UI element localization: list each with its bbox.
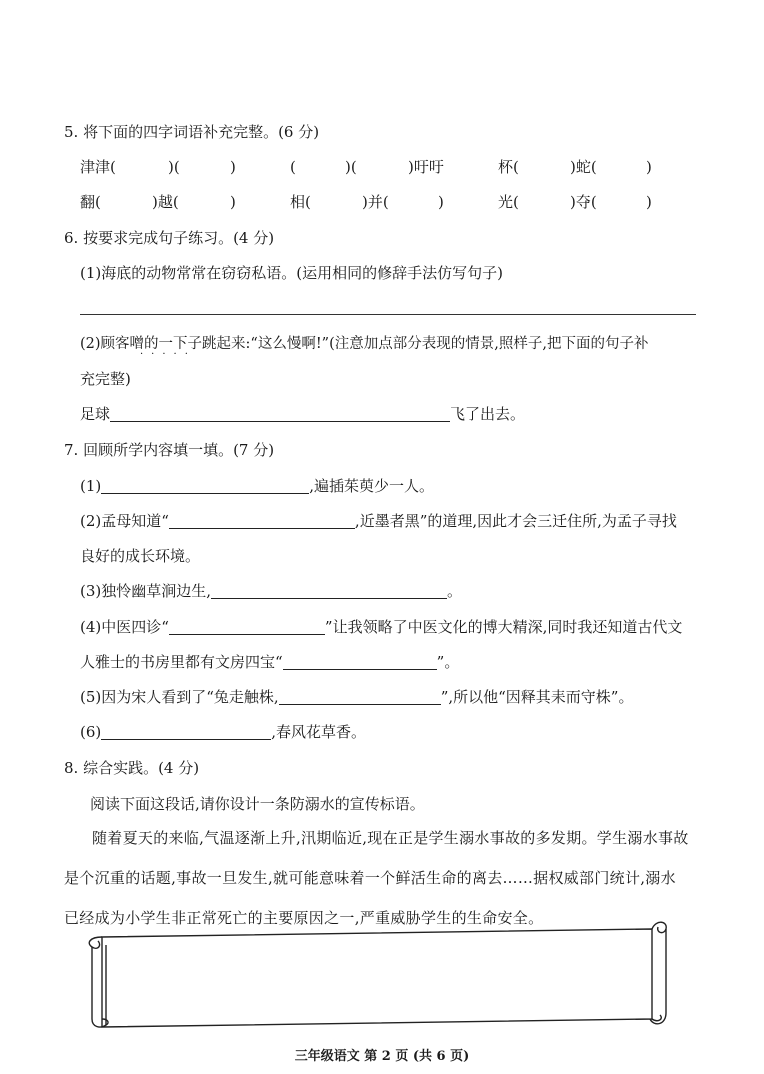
q5-r1-c7: 杯( bbox=[498, 158, 519, 176]
q7-item2 bbox=[80, 511, 677, 531]
q7-i2-blank[interactable] bbox=[169, 512, 355, 529]
q7-item3 bbox=[80, 581, 462, 601]
q7-i4-line2-blank[interactable] bbox=[283, 653, 437, 670]
q7-item4 bbox=[80, 617, 682, 637]
q5-r2-c1: 翻( bbox=[80, 193, 101, 211]
q5-title: 5. 将下面的四字词语补充完整。(6 分) bbox=[64, 123, 320, 141]
q5-r1-c8: )蛇( bbox=[570, 158, 597, 176]
q7-i4-line2-pre: 人雅士的书房里都有文房四宝“ bbox=[80, 653, 283, 671]
q6-answer-line-1[interactable] bbox=[80, 314, 696, 315]
q5-r2-c2: )越( bbox=[152, 193, 179, 211]
q8-passage-line1: 随着夏天的来临,气温逐渐上升,汛期临近,现在正是学生溺水事故的多发期。学生溺水事故 bbox=[92, 829, 689, 847]
q6-fill-blank[interactable] bbox=[110, 405, 450, 422]
q8-passage-line3: 已经成为小学生非正常死亡的主要原因之一,严重威胁学生的生命安全。 bbox=[64, 909, 544, 927]
q8-passage-line2: 是个沉重的话题,事故一旦发生,就可能意味着一个鲜活生命的离去……据权威部门统计,溺水 bbox=[64, 869, 676, 887]
q5-r2-c6: ) bbox=[438, 193, 444, 211]
q7-i4-blank[interactable] bbox=[169, 618, 325, 635]
q7-i5-post: ”,所以他“因释其耒而守株”。 bbox=[440, 688, 634, 706]
q7-i4-line2-post: ”。 bbox=[436, 653, 460, 671]
q7-i3-blank[interactable] bbox=[211, 582, 447, 599]
q7-item4-line2 bbox=[80, 652, 459, 672]
q5-r2-c3: ) bbox=[230, 193, 236, 211]
q6-item2-line2: 充完整) bbox=[80, 370, 131, 388]
q7-i6-pre: (6) bbox=[80, 723, 102, 741]
q7-i3-pre: (3)独怜幽草涧边生, bbox=[80, 582, 212, 600]
q5-r2-c7: 光( bbox=[498, 193, 519, 211]
q7-i2-pre: (2)孟母知道“ bbox=[80, 512, 169, 530]
q5-r1-c4: ( bbox=[290, 158, 296, 176]
q7-i5-blank[interactable] bbox=[279, 688, 441, 705]
q8-instruction: 阅读下面这段话,请你设计一条防溺水的宣传标语。 bbox=[90, 795, 425, 813]
q5-r2-c5: )并( bbox=[362, 193, 389, 211]
q7-item5 bbox=[80, 687, 633, 707]
q5-r1-c9: ) bbox=[646, 158, 652, 176]
page-footer: 三年级语文 第 2 页 (共 6 页) bbox=[294, 1049, 470, 1064]
q7-i3-post: 。 bbox=[447, 582, 463, 600]
q5-r1-c6: )吁吁 bbox=[408, 158, 444, 176]
q7-item6 bbox=[80, 722, 366, 742]
q7-item2-line2: 良好的成长环境。 bbox=[80, 547, 201, 565]
q7-i1-pre: (1) bbox=[80, 477, 102, 495]
q7-i4-pre: (4)中医四诊“ bbox=[80, 618, 169, 636]
q7-i2-post: ,近墨者黑”的道理,因此才会三迁住所,为孟子寻找 bbox=[354, 512, 677, 530]
q7-i6-blank[interactable] bbox=[101, 723, 271, 740]
slogan-scroll-box[interactable] bbox=[84, 915, 674, 1031]
q5-r1-c3: ) bbox=[230, 158, 236, 176]
q6-fill-post: 飞了出去。 bbox=[450, 405, 526, 423]
q5-r2-c4: 相( bbox=[290, 193, 311, 211]
q7-i6-post: ,春风花草香。 bbox=[271, 723, 367, 741]
q6-item1: (1)海底的动物常常在窃窃私语。(运用相同的修辞手法仿写句子) bbox=[80, 264, 503, 282]
q7-i4-post: ”让我领略了中医文化的博大精深,同时我还知道古代文 bbox=[324, 618, 683, 636]
q6-title: 6. 按要求完成句子练习。(4 分) bbox=[64, 229, 275, 247]
q6-emphasis-dots: ····· bbox=[140, 349, 196, 360]
q6-fill-sentence bbox=[80, 404, 525, 424]
q5-r2-c8: )夺( bbox=[570, 193, 597, 211]
q5-r2-c9: ) bbox=[646, 193, 652, 211]
q5-r1-c5: )( bbox=[345, 158, 357, 176]
q5-r1-c2: )( bbox=[168, 158, 180, 176]
q8-title: 8. 综合实践。(4 分) bbox=[64, 759, 200, 777]
q7-i1-post: ,遍插茱萸少一人。 bbox=[309, 477, 435, 495]
q7-i1-blank[interactable] bbox=[101, 477, 309, 494]
q6-fill-pre: 足球 bbox=[80, 405, 111, 423]
q5-r1-c1: 津津( bbox=[80, 158, 116, 176]
q6-item2-line1: (2)顾客噌的一下子跳起来:“这么慢啊!”(注意加点部分表现的情景,照样子,把下面的句子补 bbox=[80, 336, 649, 352]
q7-i5-pre: (5)因为宋人看到了“兔走触株, bbox=[80, 688, 279, 706]
q7-title: 7. 回顾所学内容填一填。(7 分) bbox=[64, 441, 275, 459]
q7-item1 bbox=[80, 476, 434, 496]
